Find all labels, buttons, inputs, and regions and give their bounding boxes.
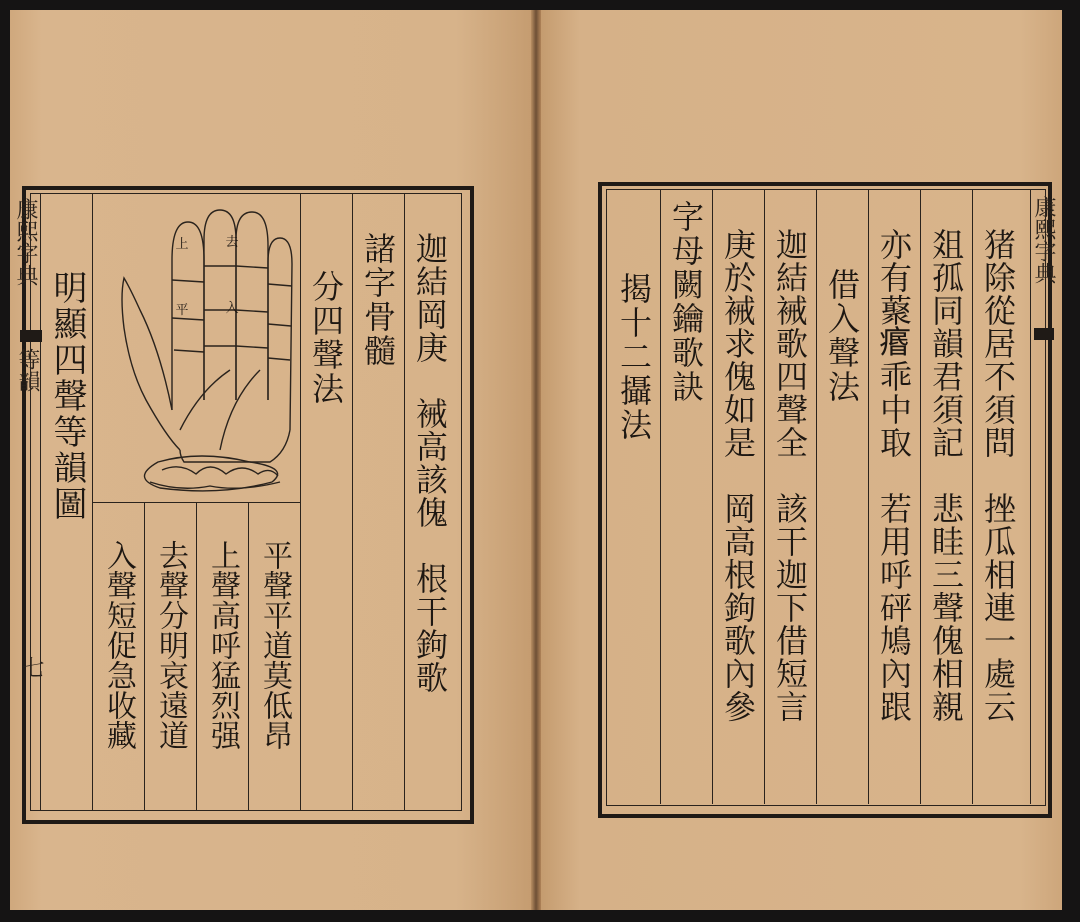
diagram-title: 明顯四聲等韻圖: [47, 270, 87, 522]
hand-label-middle-right: 入: [225, 301, 239, 316]
margin-fishtail: [1034, 328, 1054, 340]
margin-fishtail: [20, 330, 42, 342]
text-column: 借入聲法: [823, 268, 861, 404]
text-column: 庚於裓求傀如是 岡高根鉤歌內參: [719, 228, 757, 723]
tone-verse: 平聲平道莫低昂: [257, 540, 292, 750]
margin-page-number: 七: [19, 656, 44, 678]
hand-diagram: [100, 200, 296, 500]
hand-label-top-right: 去: [225, 235, 239, 250]
tone-verse: 上聲高呼猛烈强: [205, 540, 240, 750]
hand-label-top-left: 上: [175, 237, 189, 252]
text-column: 亦有藂𤸅乖中取 若用呼砰鳩內跟: [875, 228, 913, 723]
tone-verse: 去聲分明哀遠道: [153, 540, 188, 750]
text-column: 迦結裓歌四聲全 該干迦下借短言: [771, 228, 809, 723]
text-column: 分四聲法: [307, 270, 345, 406]
margin-section: 等韻: [15, 348, 40, 392]
text-column: 諸字骨髓: [359, 232, 397, 368]
margin-book-title: 康熙字典: [13, 198, 38, 286]
tone-verse: 入聲短促急收藏: [101, 540, 136, 750]
text-column: 字母闕鑰歌訣: [667, 200, 705, 404]
margin-book-title: 康熙字典: [1031, 196, 1056, 284]
text-column: 猪除從居不須問 挫瓜相連一處云: [979, 228, 1017, 723]
text-column: 揭十二攝法: [615, 272, 653, 442]
text-column: 迦結岡庚 裓高該傀 根干鉤歌: [411, 232, 449, 694]
book-gutter: [531, 10, 541, 910]
hand-label-middle-left: 平: [175, 303, 189, 318]
text-column: 爼孤同韻君須記 悲眭三聲傀相親: [927, 228, 965, 723]
